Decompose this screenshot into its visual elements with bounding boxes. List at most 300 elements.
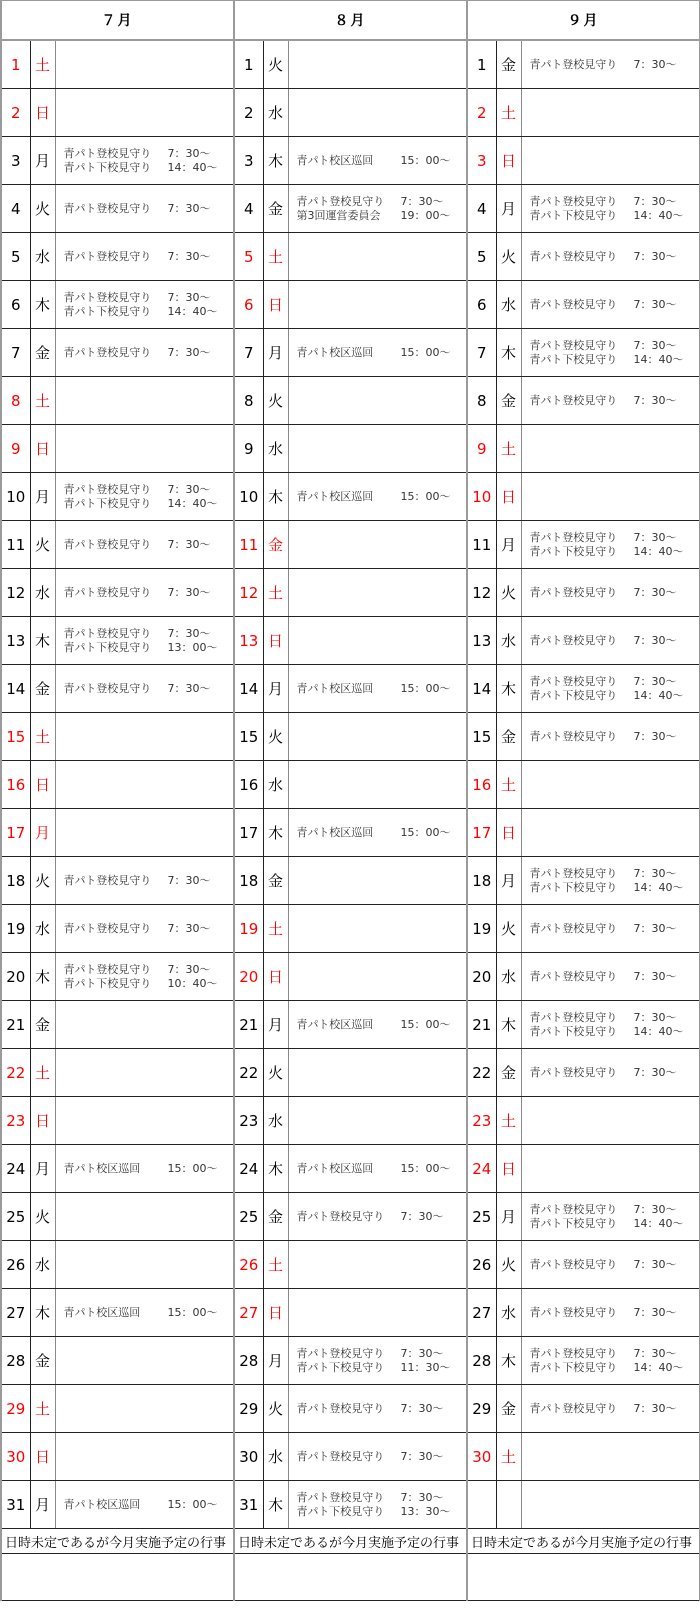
weekday: 水 bbox=[263, 89, 288, 137]
day-number: 7 bbox=[1, 329, 30, 377]
event-name: 青パト登校見守り bbox=[529, 1065, 618, 1079]
weekday: 水 bbox=[263, 1433, 288, 1481]
weekday: 水 bbox=[496, 281, 521, 329]
event-time: 7：30～ bbox=[167, 290, 211, 304]
event-item bbox=[297, 682, 467, 696]
events-cell bbox=[55, 329, 234, 377]
weekday: 日 bbox=[30, 89, 55, 137]
day-number: 26 bbox=[1, 1241, 30, 1289]
event-item bbox=[64, 963, 234, 977]
day-number: 19 bbox=[467, 905, 496, 953]
events-cell bbox=[521, 1241, 700, 1289]
weekday: 金 bbox=[30, 1337, 55, 1385]
event-item bbox=[530, 298, 700, 312]
event-item bbox=[64, 483, 234, 497]
events-cell bbox=[521, 665, 700, 713]
events-cell bbox=[521, 185, 700, 233]
event-time: 7：30～ bbox=[633, 585, 677, 599]
weekday: 木 bbox=[30, 953, 55, 1001]
weekday: 土 bbox=[496, 761, 521, 809]
event-time: 7：30～ bbox=[167, 921, 211, 935]
event-item bbox=[64, 346, 234, 360]
day-number: 3 bbox=[1, 137, 30, 185]
event-time: 7：30～ bbox=[633, 729, 677, 743]
weekday: 土 bbox=[30, 1049, 55, 1097]
month-title-july: ７月 bbox=[1, 1, 234, 41]
events-cell bbox=[521, 857, 700, 905]
events-cell bbox=[288, 1337, 467, 1385]
table-row bbox=[1, 233, 700, 281]
event-item bbox=[530, 586, 700, 600]
events-cell bbox=[55, 905, 234, 953]
weekday: 土 bbox=[30, 40, 55, 89]
footer-label-row bbox=[1, 1529, 700, 1554]
day-number: 25 bbox=[234, 1193, 263, 1241]
event-name: 青パト登校見守り bbox=[529, 1202, 618, 1216]
event-item bbox=[64, 586, 234, 600]
day-number: 6 bbox=[1, 281, 30, 329]
event-name: 青パト校区巡回 bbox=[63, 1161, 141, 1175]
event-name: 青パト校区巡回 bbox=[296, 681, 374, 695]
event-time: 7：30～ bbox=[167, 249, 211, 263]
weekday: 日 bbox=[30, 761, 55, 809]
weekday: 土 bbox=[30, 1385, 55, 1433]
weekday: 木 bbox=[263, 1481, 288, 1529]
event-item bbox=[530, 250, 700, 264]
events-cell bbox=[521, 521, 700, 569]
day-number: 21 bbox=[467, 1001, 496, 1049]
event-name: 青パト登校見守り bbox=[63, 962, 152, 976]
weekday: 月 bbox=[263, 1001, 288, 1049]
event-item bbox=[64, 161, 234, 175]
events-cell bbox=[55, 1289, 234, 1337]
events-cell bbox=[288, 1433, 467, 1481]
undecided-events-label-july: 日時未定であるが今月実施予定の行事 bbox=[1, 1529, 234, 1554]
event-name: 青パト登校見守り bbox=[63, 482, 152, 496]
weekday: 月 bbox=[30, 1481, 55, 1529]
event-time: 7：30～ bbox=[633, 1401, 677, 1415]
event-name: 青パト校区巡回 bbox=[296, 1017, 374, 1031]
event-time: 7：30～ bbox=[167, 201, 211, 215]
weekday: 金 bbox=[30, 1001, 55, 1049]
event-time: 14：40～ bbox=[633, 688, 684, 702]
weekday: 土 bbox=[263, 905, 288, 953]
event-name: 青パト登校見守り bbox=[63, 681, 152, 695]
events-cell bbox=[55, 1001, 234, 1049]
weekday: 水 bbox=[496, 953, 521, 1001]
weekday: 日 bbox=[30, 1433, 55, 1481]
weekday: 水 bbox=[30, 905, 55, 953]
event-time: 7：30～ bbox=[633, 1346, 677, 1360]
event-item bbox=[297, 1491, 467, 1505]
events-cell bbox=[55, 425, 234, 473]
weekday: 土 bbox=[30, 377, 55, 425]
day-number: 20 bbox=[467, 953, 496, 1001]
events-cell bbox=[288, 377, 467, 425]
weekday: 金 bbox=[263, 521, 288, 569]
event-item bbox=[64, 627, 234, 641]
table-row bbox=[1, 1145, 700, 1193]
day-number: 31 bbox=[1, 1481, 30, 1529]
table-row bbox=[1, 1481, 700, 1529]
day-number: 28 bbox=[1, 1337, 30, 1385]
event-item bbox=[64, 291, 234, 305]
events-cell bbox=[521, 473, 700, 521]
event-item bbox=[297, 1361, 467, 1375]
weekday: 木 bbox=[496, 329, 521, 377]
event-time: 7：30～ bbox=[633, 530, 677, 544]
event-time: 7：30～ bbox=[400, 194, 444, 208]
day-number: 9 bbox=[467, 425, 496, 473]
table-row bbox=[1, 713, 700, 761]
table-row bbox=[1, 1193, 700, 1241]
day-number: 2 bbox=[467, 89, 496, 137]
event-name: 青パト登校見守り bbox=[63, 921, 152, 935]
events-cell bbox=[521, 1193, 700, 1241]
events-cell bbox=[288, 761, 467, 809]
event-name: 青パト登校見守り bbox=[529, 674, 618, 688]
event-name: 青パト校区巡回 bbox=[63, 1497, 141, 1511]
events-cell bbox=[55, 857, 234, 905]
day-number: 5 bbox=[234, 233, 263, 281]
event-item bbox=[530, 1011, 700, 1025]
events-cell bbox=[288, 1289, 467, 1337]
events-cell bbox=[55, 473, 234, 521]
event-item bbox=[297, 195, 467, 209]
event-time: 15：00～ bbox=[167, 1305, 218, 1319]
weekday: 土 bbox=[496, 89, 521, 137]
event-name: 青パト登校見守り bbox=[529, 297, 618, 311]
events-cell bbox=[288, 185, 467, 233]
events-cell bbox=[288, 1001, 467, 1049]
events-cell bbox=[288, 425, 467, 473]
weekday: 金 bbox=[496, 1385, 521, 1433]
table-row bbox=[1, 473, 700, 521]
day-number: 24 bbox=[234, 1145, 263, 1193]
event-time: 7：30～ bbox=[400, 1490, 444, 1504]
event-time: 7：30～ bbox=[633, 1010, 677, 1024]
events-cell bbox=[521, 377, 700, 425]
weekday: 水 bbox=[30, 233, 55, 281]
event-name: 青パト登校見守り bbox=[296, 1490, 385, 1504]
day-number: 29 bbox=[467, 1385, 496, 1433]
events-cell bbox=[288, 329, 467, 377]
event-time: 7：30～ bbox=[633, 633, 677, 647]
event-name: 青パト校区巡回 bbox=[296, 345, 374, 359]
event-item bbox=[64, 538, 234, 552]
event-time: 7：30～ bbox=[167, 482, 211, 496]
event-name: 青パト下校見守り bbox=[63, 304, 152, 318]
event-item bbox=[530, 1203, 700, 1217]
weekday: 木 bbox=[496, 665, 521, 713]
event-name: 青パト登校見守り bbox=[529, 57, 618, 71]
day-number: 17 bbox=[467, 809, 496, 857]
events-cell bbox=[55, 1433, 234, 1481]
day-number: 17 bbox=[234, 809, 263, 857]
event-item bbox=[64, 1498, 234, 1512]
weekday: 月 bbox=[30, 137, 55, 185]
event-time: 14：40～ bbox=[633, 1024, 684, 1038]
event-item bbox=[530, 1258, 700, 1272]
day-number: 18 bbox=[1, 857, 30, 905]
events-cell bbox=[55, 1481, 234, 1529]
events-cell bbox=[55, 1193, 234, 1241]
event-name: 青パト登校見守り bbox=[529, 1257, 618, 1271]
event-name: 青パト登校見守り bbox=[529, 585, 618, 599]
event-time: 19：00～ bbox=[400, 208, 451, 222]
event-name: 青パト下校見守り bbox=[296, 1504, 385, 1518]
event-time: 7：30～ bbox=[400, 1401, 444, 1415]
day-number: 1 bbox=[467, 40, 496, 89]
weekday: 木 bbox=[263, 137, 288, 185]
day-number: 16 bbox=[467, 761, 496, 809]
event-name: 青パト登校見守り bbox=[296, 1449, 385, 1463]
day-number: 22 bbox=[467, 1049, 496, 1097]
weekday: 水 bbox=[263, 425, 288, 473]
event-item bbox=[297, 1402, 467, 1416]
event-time: 7：30～ bbox=[633, 866, 677, 880]
event-item bbox=[530, 1306, 700, 1320]
event-name: 青パト校区巡回 bbox=[63, 1305, 141, 1319]
events-cell bbox=[521, 617, 700, 665]
weekday: 日 bbox=[496, 809, 521, 857]
day-number: 3 bbox=[234, 137, 263, 185]
event-item bbox=[64, 497, 234, 511]
day-number: 15 bbox=[1, 713, 30, 761]
event-name: 青パト登校見守り bbox=[63, 345, 152, 359]
event-item bbox=[530, 58, 700, 72]
event-time: 14：40～ bbox=[633, 208, 684, 222]
events-cell bbox=[55, 137, 234, 185]
event-time: 7：30～ bbox=[167, 146, 211, 160]
weekday: 火 bbox=[30, 857, 55, 905]
event-item bbox=[64, 250, 234, 264]
table-row bbox=[1, 953, 700, 1001]
table-row bbox=[1, 40, 700, 89]
events-cell bbox=[521, 1289, 700, 1337]
weekday: 木 bbox=[496, 1001, 521, 1049]
events-cell bbox=[521, 425, 700, 473]
event-name: 青パト登校見守り bbox=[529, 729, 618, 743]
table-row bbox=[1, 1049, 700, 1097]
day-number: 22 bbox=[234, 1049, 263, 1097]
weekday: 金 bbox=[263, 185, 288, 233]
day-number: 6 bbox=[234, 281, 263, 329]
weekday: 金 bbox=[263, 1193, 288, 1241]
event-item bbox=[297, 1505, 467, 1519]
events-cell bbox=[55, 521, 234, 569]
footer-value-row bbox=[1, 1554, 700, 1601]
event-name: 青パト登校見守り bbox=[63, 146, 152, 160]
event-item bbox=[530, 531, 700, 545]
events-cell bbox=[288, 473, 467, 521]
event-name: 青パト登校見守り bbox=[296, 1346, 385, 1360]
event-item bbox=[64, 682, 234, 696]
events-cell bbox=[288, 1241, 467, 1289]
event-item bbox=[64, 922, 234, 936]
day-number: 16 bbox=[1, 761, 30, 809]
events-cell bbox=[521, 1145, 700, 1193]
events-cell bbox=[288, 1145, 467, 1193]
weekday: 金 bbox=[30, 329, 55, 377]
event-time: 7：30～ bbox=[633, 57, 677, 71]
table-row bbox=[1, 617, 700, 665]
events-cell bbox=[288, 1193, 467, 1241]
event-name: 青パト登校見守り bbox=[529, 1305, 618, 1319]
events-cell bbox=[521, 569, 700, 617]
weekday: 日 bbox=[496, 1145, 521, 1193]
table-row bbox=[1, 905, 700, 953]
events-cell bbox=[521, 137, 700, 185]
day-number: 30 bbox=[1, 1433, 30, 1481]
month-title-august: ８月 bbox=[234, 1, 467, 41]
event-item bbox=[530, 867, 700, 881]
event-name: 青パト校区巡回 bbox=[296, 825, 374, 839]
event-name: 第3回運営委員会 bbox=[296, 208, 381, 222]
table-row bbox=[1, 281, 700, 329]
weekday: 火 bbox=[496, 1241, 521, 1289]
event-item bbox=[297, 1018, 467, 1032]
weekday: 火 bbox=[263, 377, 288, 425]
event-name: 青パト登校見守り bbox=[63, 585, 152, 599]
events-cell bbox=[55, 281, 234, 329]
event-time: 7：30～ bbox=[633, 338, 677, 352]
weekday: 火 bbox=[263, 1385, 288, 1433]
events-cell bbox=[288, 617, 467, 665]
weekday: 木 bbox=[496, 1337, 521, 1385]
weekday: 日 bbox=[263, 953, 288, 1001]
event-name: 青パト登校見守り bbox=[529, 1010, 618, 1024]
weekday: 月 bbox=[30, 1145, 55, 1193]
events-cell bbox=[521, 329, 700, 377]
weekday: 月 bbox=[263, 329, 288, 377]
weekday: 木 bbox=[263, 809, 288, 857]
event-item bbox=[530, 353, 700, 367]
event-item bbox=[64, 305, 234, 319]
event-item bbox=[530, 339, 700, 353]
event-item bbox=[297, 1162, 467, 1176]
events-cell bbox=[55, 1145, 234, 1193]
event-item bbox=[530, 922, 700, 936]
day-number: 8 bbox=[234, 377, 263, 425]
event-name: 青パト登校見守り bbox=[63, 626, 152, 640]
weekday: 水 bbox=[30, 569, 55, 617]
events-cell bbox=[55, 713, 234, 761]
table-row bbox=[1, 1241, 700, 1289]
events-cell bbox=[55, 665, 234, 713]
event-name: 青パト登校見守り bbox=[63, 201, 152, 215]
calendar-body bbox=[1, 40, 700, 1529]
event-name: 青パト下校見守り bbox=[529, 1024, 618, 1038]
day-number: 20 bbox=[1, 953, 30, 1001]
day-number: 11 bbox=[234, 521, 263, 569]
table-row bbox=[1, 1289, 700, 1337]
event-time: 15：00～ bbox=[400, 1161, 451, 1175]
events-cell bbox=[55, 1241, 234, 1289]
day-number: 5 bbox=[467, 233, 496, 281]
day-number: 24 bbox=[467, 1145, 496, 1193]
day-number: 2 bbox=[234, 89, 263, 137]
table-row bbox=[1, 89, 700, 137]
events-cell bbox=[288, 1049, 467, 1097]
weekday: 水 bbox=[263, 761, 288, 809]
weekday: 水 bbox=[30, 1241, 55, 1289]
day-number: 22 bbox=[1, 1049, 30, 1097]
weekday: 日 bbox=[263, 617, 288, 665]
event-name: 青パト登校見守り bbox=[529, 338, 618, 352]
table-row bbox=[1, 185, 700, 233]
events-cell bbox=[55, 233, 234, 281]
event-time: 7：30～ bbox=[400, 1346, 444, 1360]
event-time: 7：30～ bbox=[633, 1305, 677, 1319]
weekday: 火 bbox=[496, 905, 521, 953]
event-time: 7：30～ bbox=[167, 681, 211, 695]
events-cell bbox=[288, 1097, 467, 1145]
event-time: 15：00～ bbox=[400, 1017, 451, 1031]
weekday: 土 bbox=[30, 713, 55, 761]
event-name: 青パト登校見守り bbox=[529, 249, 618, 263]
event-time: 15：00～ bbox=[400, 153, 451, 167]
day-number: 18 bbox=[467, 857, 496, 905]
events-cell bbox=[288, 137, 467, 185]
day-number: 14 bbox=[467, 665, 496, 713]
weekday: 月 bbox=[496, 185, 521, 233]
event-time: 14：40～ bbox=[633, 1216, 684, 1230]
day-number: 23 bbox=[467, 1097, 496, 1145]
day-number: 30 bbox=[234, 1433, 263, 1481]
day-number: 12 bbox=[467, 569, 496, 617]
weekday: 月 bbox=[30, 473, 55, 521]
events-cell bbox=[521, 809, 700, 857]
weekday: 月 bbox=[263, 665, 288, 713]
weekday: 金 bbox=[263, 857, 288, 905]
event-item bbox=[530, 195, 700, 209]
event-time: 10：40～ bbox=[167, 976, 218, 990]
weekday: 月 bbox=[30, 809, 55, 857]
day-number: 27 bbox=[234, 1289, 263, 1337]
events-cell bbox=[55, 809, 234, 857]
event-name: 青パト下校見守り bbox=[529, 352, 618, 366]
event-item bbox=[297, 209, 467, 223]
events-cell bbox=[521, 40, 700, 89]
event-name: 青パト下校見守り bbox=[63, 976, 152, 990]
event-time: 7：30～ bbox=[400, 1449, 444, 1463]
event-name: 青パト登校見守り bbox=[63, 537, 152, 551]
events-cell bbox=[521, 905, 700, 953]
weekday: 火 bbox=[496, 233, 521, 281]
event-time: 7：30～ bbox=[167, 873, 211, 887]
weekday: 日 bbox=[263, 1289, 288, 1337]
day-number: 2 bbox=[1, 89, 30, 137]
event-time: 13：00～ bbox=[167, 640, 218, 654]
day-number: 8 bbox=[467, 377, 496, 425]
event-item bbox=[530, 730, 700, 744]
day-number: 12 bbox=[234, 569, 263, 617]
day-number: 3 bbox=[467, 137, 496, 185]
event-name: 青パト下校見守り bbox=[63, 160, 152, 174]
event-item bbox=[297, 154, 467, 168]
event-name: 青パト下校見守り bbox=[296, 1360, 385, 1374]
event-time: 7：30～ bbox=[633, 921, 677, 935]
events-cell bbox=[288, 521, 467, 569]
event-time: 7：30～ bbox=[633, 1257, 677, 1271]
weekday: 火 bbox=[263, 40, 288, 89]
event-item bbox=[297, 346, 467, 360]
events-cell bbox=[55, 89, 234, 137]
table-row bbox=[1, 425, 700, 473]
day-number: 31 bbox=[234, 1481, 263, 1529]
day-number: 19 bbox=[234, 905, 263, 953]
